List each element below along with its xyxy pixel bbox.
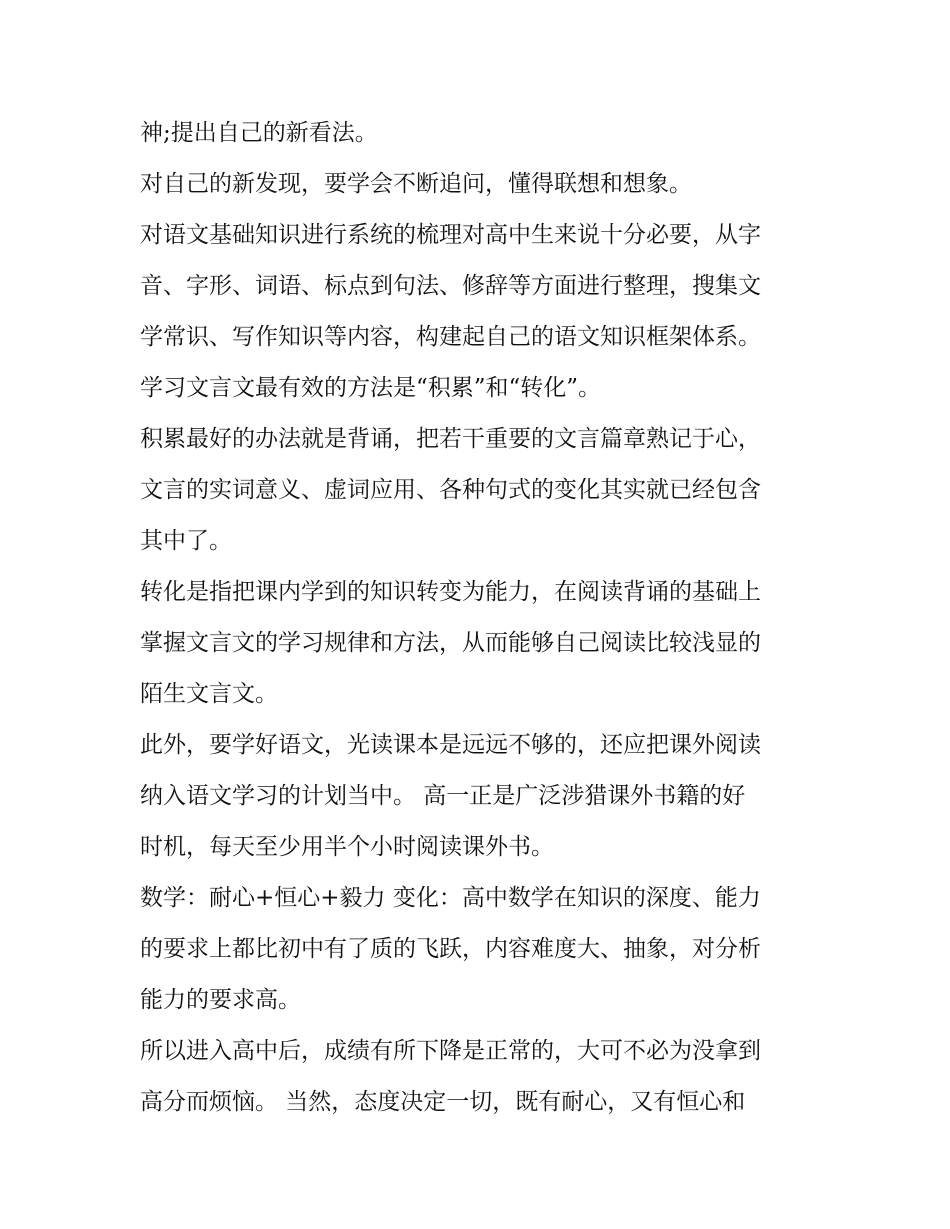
text-line: 对自己的新发现，要学会不断追问，懂得联想和想象。 (140, 171, 692, 197)
document-body (140, 108, 820, 1128)
text-line: 学习文言文最有效的方法是“积累”和“转化”。 (140, 375, 602, 401)
text-line: 积累最好的办法就是背诵，把若干重要的文言篇章熟记于心， (140, 426, 761, 452)
text-line: 其中了。 (140, 528, 232, 554)
text-line: 能力的要求高。 (140, 987, 301, 1013)
text-line: 的要求上都比初中有了质的飞跃，内容难度大、抽象，对分析 (140, 936, 761, 962)
text-line: 时机，每天至少用半个小时阅读课外书。 (140, 834, 554, 860)
text-line: 学常识、写作知识等内容，构建起自己的语文知识框架体系。 (140, 324, 761, 350)
text-line: 此外，要学好语文，光读课本是远远不够的，还应把课外阅读 (140, 732, 761, 758)
text-line: 对语文基础知识进行系统的梳理对高中生来说十分必要，从字 (140, 222, 761, 248)
text-line: 文言的实词意义、虚词应用、各种句式的变化其实就已经包含 (140, 477, 761, 503)
text-line: 所以进入高中后，成绩有所下降是正常的，大可不必为没拿到 (140, 1038, 761, 1064)
text-line: 纳入语文学习的计划当中。 高一正是广泛涉猎课外书籍的好 (140, 783, 746, 809)
text-line: 掌握文言文的学习规律和方法，从而能够自己阅读比较浅显的 (140, 630, 761, 656)
text-line: 陌生文言文。 (140, 681, 278, 707)
text-line: 神;提出自己的新看法。 (140, 120, 378, 146)
text-line: 数学：耐心+恒心+毅力 变化：高中数学在知识的深度、能力 (140, 885, 761, 911)
text-line: 高分而烦恼。 当然，态度决定一切，既有耐心，又有恒心和 (140, 1089, 746, 1115)
text-line: 转化是指把课内学到的知识转变为能力，在阅读背诵的基础上 (140, 579, 761, 605)
text-line: 音、字形、词语、标点到句法、修辞等方面进行整理，搜集文 (140, 273, 761, 299)
